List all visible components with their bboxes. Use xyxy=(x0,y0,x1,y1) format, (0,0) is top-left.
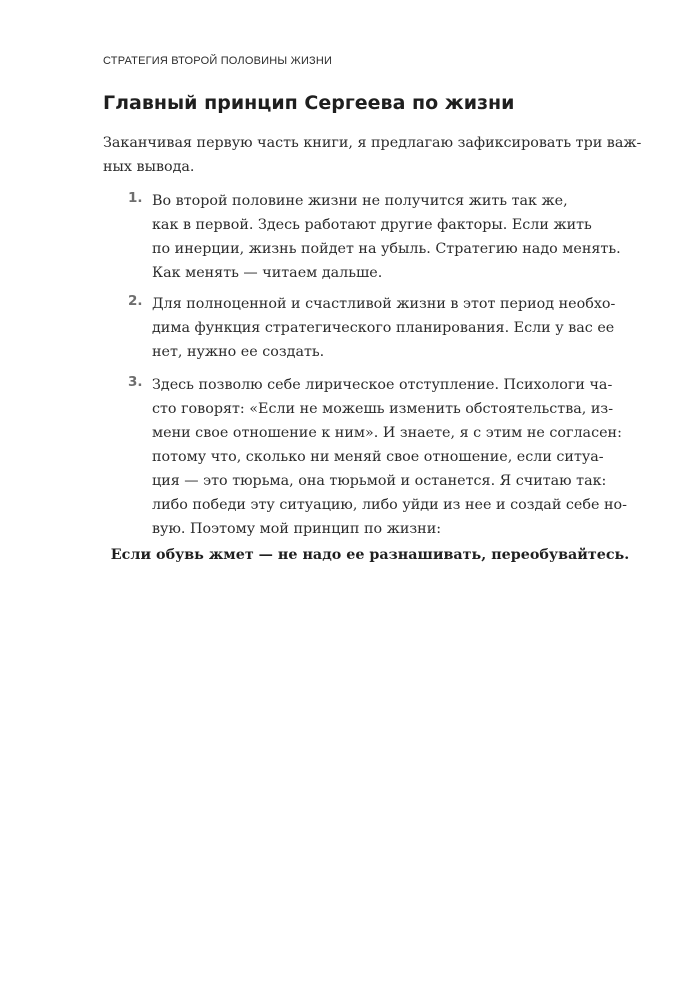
list-item-line: Для полноценной и счастливой жизни в этот период необхо- xyxy=(152,296,616,312)
list-number: 2. xyxy=(128,293,143,309)
list-item-line: Здесь позволю себе лирическое отступление. Психологи ча- xyxy=(152,377,613,393)
list-number: 3. xyxy=(128,374,143,390)
list-item-text xyxy=(152,373,627,541)
list-item-text xyxy=(152,292,622,364)
list-item-line: вую. Поэтому мой принцип по жизни: xyxy=(152,521,442,537)
list-item-line: как в первой. Здесь работают другие факторы. Если жить xyxy=(152,217,592,233)
motto: Если обувь жмет — не надо ее разнашивать, переобувайтесь. xyxy=(110,547,630,563)
list-item-line: потому что, сколько ни меняй свое отношение, если ситуа- xyxy=(152,449,604,465)
list-item-line: дима функция стратегического планирования. Если у вас ее xyxy=(152,320,615,336)
list-item-line: по инерции, жизнь пойдет на убыль. Стратегию надо менять. xyxy=(152,241,621,257)
intro-line: Заканчивая первую часть книги, я предлагаю зафиксировать три важ- xyxy=(103,135,642,151)
list-item-line: Во второй половине жизни не получится жить так же, xyxy=(152,193,568,209)
intro-line: ных вывода. xyxy=(103,159,195,175)
list-item-line: сто говорят: «Если не можешь изменить обстоятельства, из- xyxy=(152,401,614,417)
list-number: 1. xyxy=(128,190,143,206)
running-header: СТРАТЕГИЯ ВТОРОЙ ПОЛОВИНЫ ЖИЗНИ xyxy=(103,55,333,67)
list-item-text xyxy=(152,189,622,285)
list-item-line: Как менять — читаем дальше. xyxy=(152,265,383,281)
list-item-line: либо победи эту ситуацию, либо уйди из нее и создай себе но- xyxy=(152,497,627,513)
list-item-line: мени свое отношение к ним». И знаете, я с этим не согласен: xyxy=(152,425,622,441)
list-item-line: ция — это тюрьма, она тюрьмой и останется. Я считаю так: xyxy=(152,473,607,489)
intro-paragraph xyxy=(103,131,642,179)
list-item-line: нет, нужно ее создать. xyxy=(152,344,325,360)
section-heading: Главный принцип Сергеева по жизни xyxy=(103,92,515,114)
